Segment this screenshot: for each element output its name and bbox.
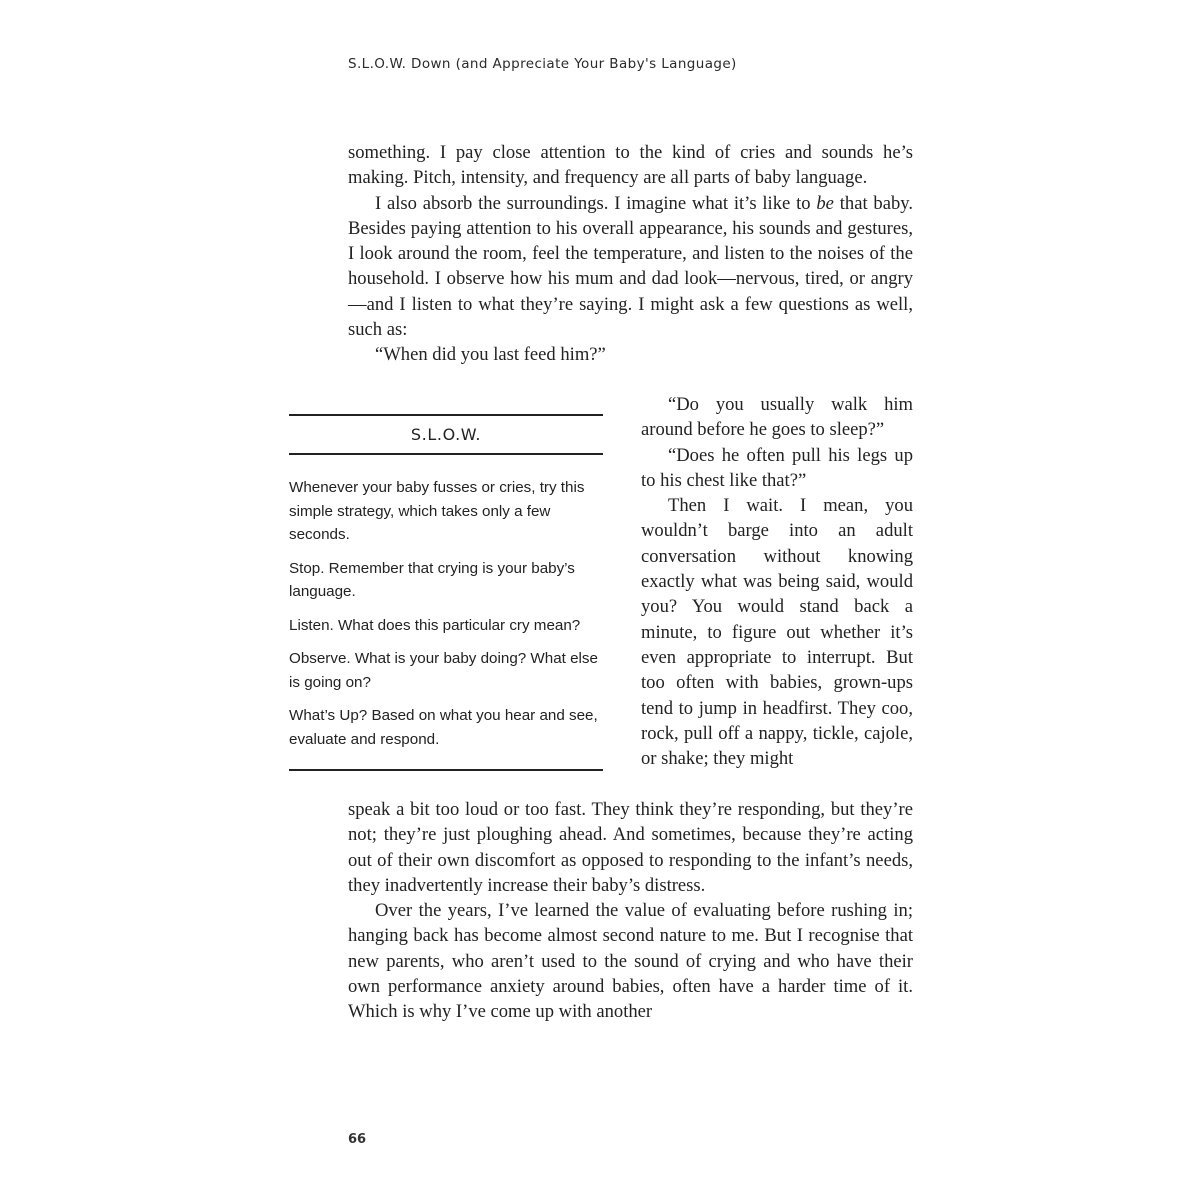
paragraph-over-the-years: Over the years, I’ve learned the value of evaluating before rushing in; hanging back has become almost second nature to me. But I recognise that new parents, who aren’t used to the sound of crying and who have their own performance anxiety around babies, often have a harder time of it. Which is why I’ve come up with another bbox=[348, 900, 913, 1023]
sidebar-intro: Whenever your baby fusses or cries, try this simple strategy, which takes only a few seconds. bbox=[289, 479, 585, 543]
sidebar-item-stop: Stop. Remember that crying is your baby’s language. bbox=[289, 559, 575, 600]
sidebar-item-observe: Observe. What is your baby doing? What else is going on? bbox=[289, 650, 598, 691]
sidebar-item-whats-up: What’s Up? Based on what you hear and see, evaluate and respond. bbox=[289, 707, 598, 748]
slow-sidebar bbox=[289, 414, 603, 761]
main-text-bottom bbox=[348, 797, 913, 1025]
sidebar-item-listen: Listen. What does this particular cry mean? bbox=[289, 616, 581, 634]
paragraph-text: I also absorb the surroundings. I imagine what it’s like to bbox=[375, 192, 817, 214]
running-head: S.L.O.W. Down (and Appreciate Your Baby's Language) bbox=[348, 56, 737, 72]
sidebar-bottom-rule bbox=[289, 769, 603, 771]
main-text-top bbox=[348, 140, 913, 368]
main-text-right-column bbox=[641, 392, 913, 771]
question-quote: “When did you last feed him?” bbox=[375, 344, 606, 366]
paragraph-continuation: speak a bit too loud or too fast. They think they’re responding, but they’re not; they’re just ploughing ahead. And sometimes, because they’re acting out of their own discomfort as opposed to responding to the infant’s needs, they inadvertently increase their baby’s distress. bbox=[348, 799, 913, 896]
paragraph-then-i-wait: Then I wait. I mean, you wouldn’t barge into an adult conversation without knowing exactly what was being said, would you? You would stand back a minute, to figure out whether it’s even appropriate to interrupt. But too often with babies, grown-ups tend to jump in headfirst. They coo, rock, pull off a nappy, tickle, cajole, or shake; they might bbox=[641, 495, 913, 770]
emphasis: be bbox=[816, 192, 834, 214]
question-quote: “Does he often pull his legs up to his chest like that?” bbox=[641, 444, 913, 491]
paragraph-surroundings bbox=[348, 191, 913, 343]
paragraph-text: that baby. Besides paying attention to his overall appearance, his sounds and gestures, I look around the room, feel the temperature, and listen to the noises of the household. I observe how his mum and dad look—nervous, tired, or angry—and I listen to what they’re saying. I might ask a few questions as well, such as: bbox=[348, 192, 913, 341]
question-quote: “Do you usually walk him around before he goes to sleep?” bbox=[641, 394, 913, 441]
sidebar-body bbox=[289, 455, 603, 751]
paragraph-continuation: something. I pay close attention to the kind of cries and sounds he’s making. Pitch, intensity, and frequency are all parts of baby language. bbox=[348, 142, 913, 189]
page-number: 66 bbox=[348, 1132, 367, 1147]
sidebar-title: S.L.O.W. bbox=[410, 425, 482, 444]
